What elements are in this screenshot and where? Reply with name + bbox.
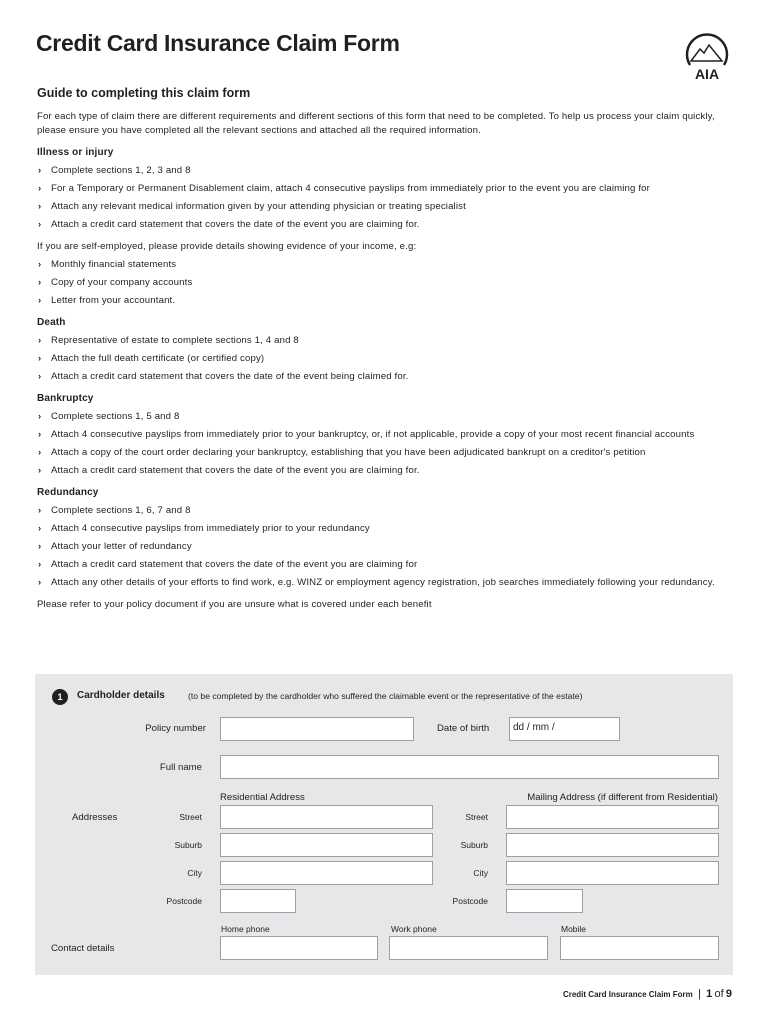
mail-street-label: Street [465,812,488,822]
death-list [37,334,737,384]
list-item: › Attach a credit card statement that covers the date of the event you are claiming for. [37,218,737,232]
redundancy-heading: Redundancy [37,487,99,498]
list-item: › Attach any other details of your efforts to find work, e.g. WINZ or employment agency registration, job searches immediately following your redundancy. [37,576,737,590]
page-of: of [714,988,724,1000]
res-suburb-label: Suburb [174,840,202,850]
list-item: › Representative of estate to complete sections 1, 4 and 8 [37,334,737,348]
guide-heading: Guide to completing this claim form [37,86,251,100]
res-postcode-input[interactable] [220,889,296,913]
aia-logo [682,33,732,83]
res-street-label: Street [179,812,202,822]
residential-label: Residential Address [220,792,305,803]
mail-postcode-input[interactable] [506,889,583,913]
list-item: › Monthly financial statements [37,258,737,272]
mail-city-input[interactable] [506,861,719,885]
svg-text:AIA: AIA [694,66,720,82]
list-item: › Complete sections 1, 2, 3 and 8 [37,164,737,178]
list-item: › Attach any relevant medical information given by your attending physician or treating specialist [37,200,737,214]
list-item: › Attach a credit card statement that covers the date of the event you are claiming for [37,558,737,572]
work-phone-input[interactable] [389,936,548,960]
section-title: Cardholder details [77,690,165,701]
home-phone-label: Home phone [221,924,270,934]
mail-city-label: City [473,868,488,878]
list-item: › Attach your letter of redundancy [37,540,737,554]
list-item: › Attach a credit card statement that covers the date of the event being claimed for. [37,370,737,384]
list-item: › Letter from your accountant. [37,294,737,308]
full-name-label: Full name [159,762,202,773]
res-postcode-label: Postcode [166,896,202,906]
refer-note: Please refer to your policy document if you are unsure what is covered under each benefit [37,599,432,610]
guide-body [37,110,737,612]
mobile-label: Mobile [561,924,587,934]
bankruptcy-heading: Bankruptcy [37,393,94,404]
res-city-label: City [187,868,202,878]
policy-number-input[interactable] [220,717,414,741]
list-item: › Attach 4 consecutive payslips from immediately prior to your redundancy [37,522,737,536]
mail-suburb-label: Suburb [460,840,488,850]
page-number: 1 [706,988,713,1000]
list-item: › Complete sections 1, 6, 7 and 8 [37,504,737,518]
home-phone-input[interactable] [220,936,378,960]
mail-street-input[interactable] [506,805,719,829]
dob-label: Date of birth [437,723,490,734]
page-total: 9 [725,988,732,1000]
list-item: › Attach the full death certificate (or certified copy) [37,352,737,366]
self-employed-list [37,258,737,308]
mailing-label: Mailing Address (if different from Residential) [527,792,718,803]
list-item: › Complete sections 1, 5 and 8 [37,410,737,424]
page-title: Credit Card Insurance Claim Form [36,30,400,56]
bankruptcy-list [37,410,737,478]
mobile-input[interactable] [560,936,719,960]
illness-heading: Illness or injury [37,147,114,158]
full-name-input[interactable] [220,755,719,779]
intro: For each type of claim there are different requirements and different sections of this form that need to be completed. To help us process your claim quickly, please ensure you have completed all the relevant sections and attached all the required information. [37,111,715,136]
footer-form-name: Credit Card Insurance Claim Form [562,990,693,999]
list-item: › Copy of your company accounts [37,276,737,290]
self-employed-note: If you are self-employed, please provide details showing evidence of your income, e.g: [37,241,417,252]
list-item: › Attach a copy of the court order declaring your bankruptcy, establishing that you have been adjudicated bankrupt on a creditor's petition [37,446,737,460]
dob-input[interactable]: dd / mm / [509,717,620,741]
section-number-badge: 1 [52,689,68,705]
list-item: › For a Temporary or Permanent Disablement claim, attach 4 consecutive payslips from immediately prior to the event you are claiming for [37,182,737,196]
res-city-input[interactable] [220,861,433,885]
mail-suburb-input[interactable] [506,833,719,857]
illness-list [37,164,737,232]
section-note: (to be completed by the cardholder who suffered the claimable event or the representative of the estate) [188,691,583,701]
contact-details-label: Contact details [51,943,115,954]
policy-number-label: Policy number [145,723,206,734]
mail-postcode-label: Postcode [452,896,488,906]
death-heading: Death [37,317,66,328]
addresses-label: Addresses [72,812,118,823]
redundancy-list [37,504,737,590]
list-item: › Attach a credit card statement that covers the date of the event you are claiming for. [37,464,737,478]
list-item: › Attach 4 consecutive payslips from immediately prior to your bankruptcy, or, if not applicable, provide a copy of your most recent financial accounts [37,428,737,442]
res-street-input[interactable] [220,805,433,829]
work-phone-label: Work phone [391,924,437,934]
footer: Credit Card Insurance Claim Form | 1 of 9 [562,988,732,1000]
res-suburb-input[interactable] [220,833,433,857]
